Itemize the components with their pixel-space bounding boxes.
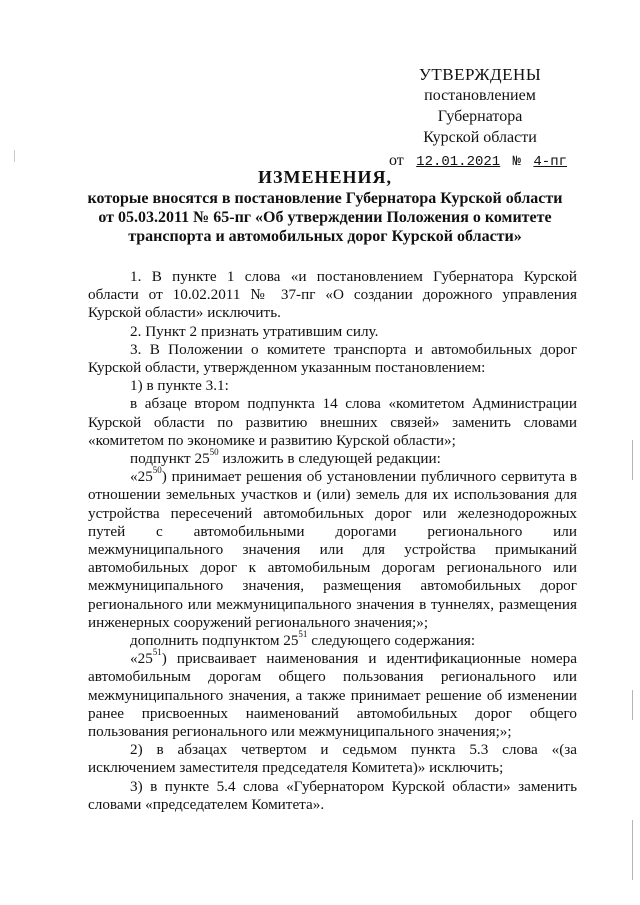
paragraph-11: 3) в пункте 5.4 слова «Губернатором Курской области» заменить словами «председателем Комитета».: [88, 777, 577, 813]
date-prefix: от: [388, 152, 404, 169]
superscript: 50: [209, 446, 219, 457]
approval-date: 12.01.2021: [416, 154, 501, 170]
title-line-3: транспорта и автомобильных дорог Курской области»: [128, 228, 522, 245]
paragraph-2: 2. Пункт 2 признать утратившим силу.: [130, 322, 379, 340]
scan-mark: [632, 690, 633, 720]
superscript: 51: [152, 647, 162, 658]
paragraph-8-rest: следующего содержания:: [307, 632, 476, 650]
paragraph-6-text: подпункт 25: [130, 450, 210, 468]
document-title: [80, 168, 570, 246]
superscript: 50: [152, 465, 162, 476]
scan-edge-marks: [628, 0, 640, 905]
scan-mark: [14, 150, 15, 162]
paragraph-10: 2) в абзацах четвертом и седьмом пункта 5.3 слова «(за исключением заместителя председателя Комитета)» исключить;: [88, 741, 577, 777]
paragraph-9-text: «25: [130, 650, 153, 668]
paragraph-9: [88, 647, 577, 741]
paragraph-7-rest: ) принимает решения об установлении публичного сервитута в отношении земельных участков и (или) земель для их использования для устройства пересечений автомобильных дорог или железнодорожных путей с автомобильными дорогами регионального или межмуниципального значения или для устройства примыканий автомобильных дорог к автомобильным дорогам регионального или межмуниципального значения, размещения автомобильных дорог регионального или межмуниципального значения в туннелях, размещения инженерных сооружений регионального значения;»;: [88, 468, 577, 631]
scan-mark: [632, 440, 633, 480]
approval-stamp: [380, 64, 580, 173]
superscript: 51: [298, 629, 308, 639]
title-line-1: которые вносятся в постановление Губернатора Курской области: [87, 190, 563, 207]
paragraph-7-text: «25: [130, 468, 153, 486]
paragraph-9-rest: ) присваивает наименования и идентификационные номера автомобильным дорогам общего пользования регионального или межмуниципального значения, а также принимает решение об изменении ранее присвоенных наименований автомобильных дорог общего пользования регионального или межмуниципального значения;»;: [88, 650, 577, 741]
paragraph-6-rest: изложить в следующей редакции:: [218, 450, 441, 468]
paragraph-3: 3. В Положении о комитете транспорта и автомобильных дорог Курской области, утвержденном указанным постановлением:: [88, 340, 577, 377]
document-body: [88, 268, 577, 814]
scan-mark: [632, 820, 633, 880]
title-line-2: от 05.03.2011 № 65-пг «Об утверждении Положения о комитете: [98, 209, 552, 226]
paragraph-1: 1. В пункте 1 слова «и постановлением Губернатора Курской области от 10.02.2011 № 37-пг «О создании дорожного управления Курской области» исключить.: [88, 268, 577, 322]
title-heading: ИЗМЕНЕНИЯ,: [257, 167, 392, 187]
paragraph-5: в абзаце втором подпункта 14 слова «комитетом Администрации Курской области по развитию внешних связей» заменить словами «комитетом по экономике и развитию Курской области»;: [88, 395, 577, 449]
approval-number: 4-пг: [533, 154, 568, 170]
paragraph-4: 1) в пункте 3.1:: [130, 377, 229, 395]
approval-line-1: постановлением Губернатора: [424, 87, 536, 125]
paragraph-8-text: дополнить подпунктом 25: [130, 632, 299, 650]
number-sign: №: [512, 154, 521, 170]
approval-line-2: Курской области: [423, 129, 537, 146]
approval-heading: УТВЕРЖДЕНЫ: [418, 65, 542, 84]
paragraph-7: [88, 465, 577, 632]
